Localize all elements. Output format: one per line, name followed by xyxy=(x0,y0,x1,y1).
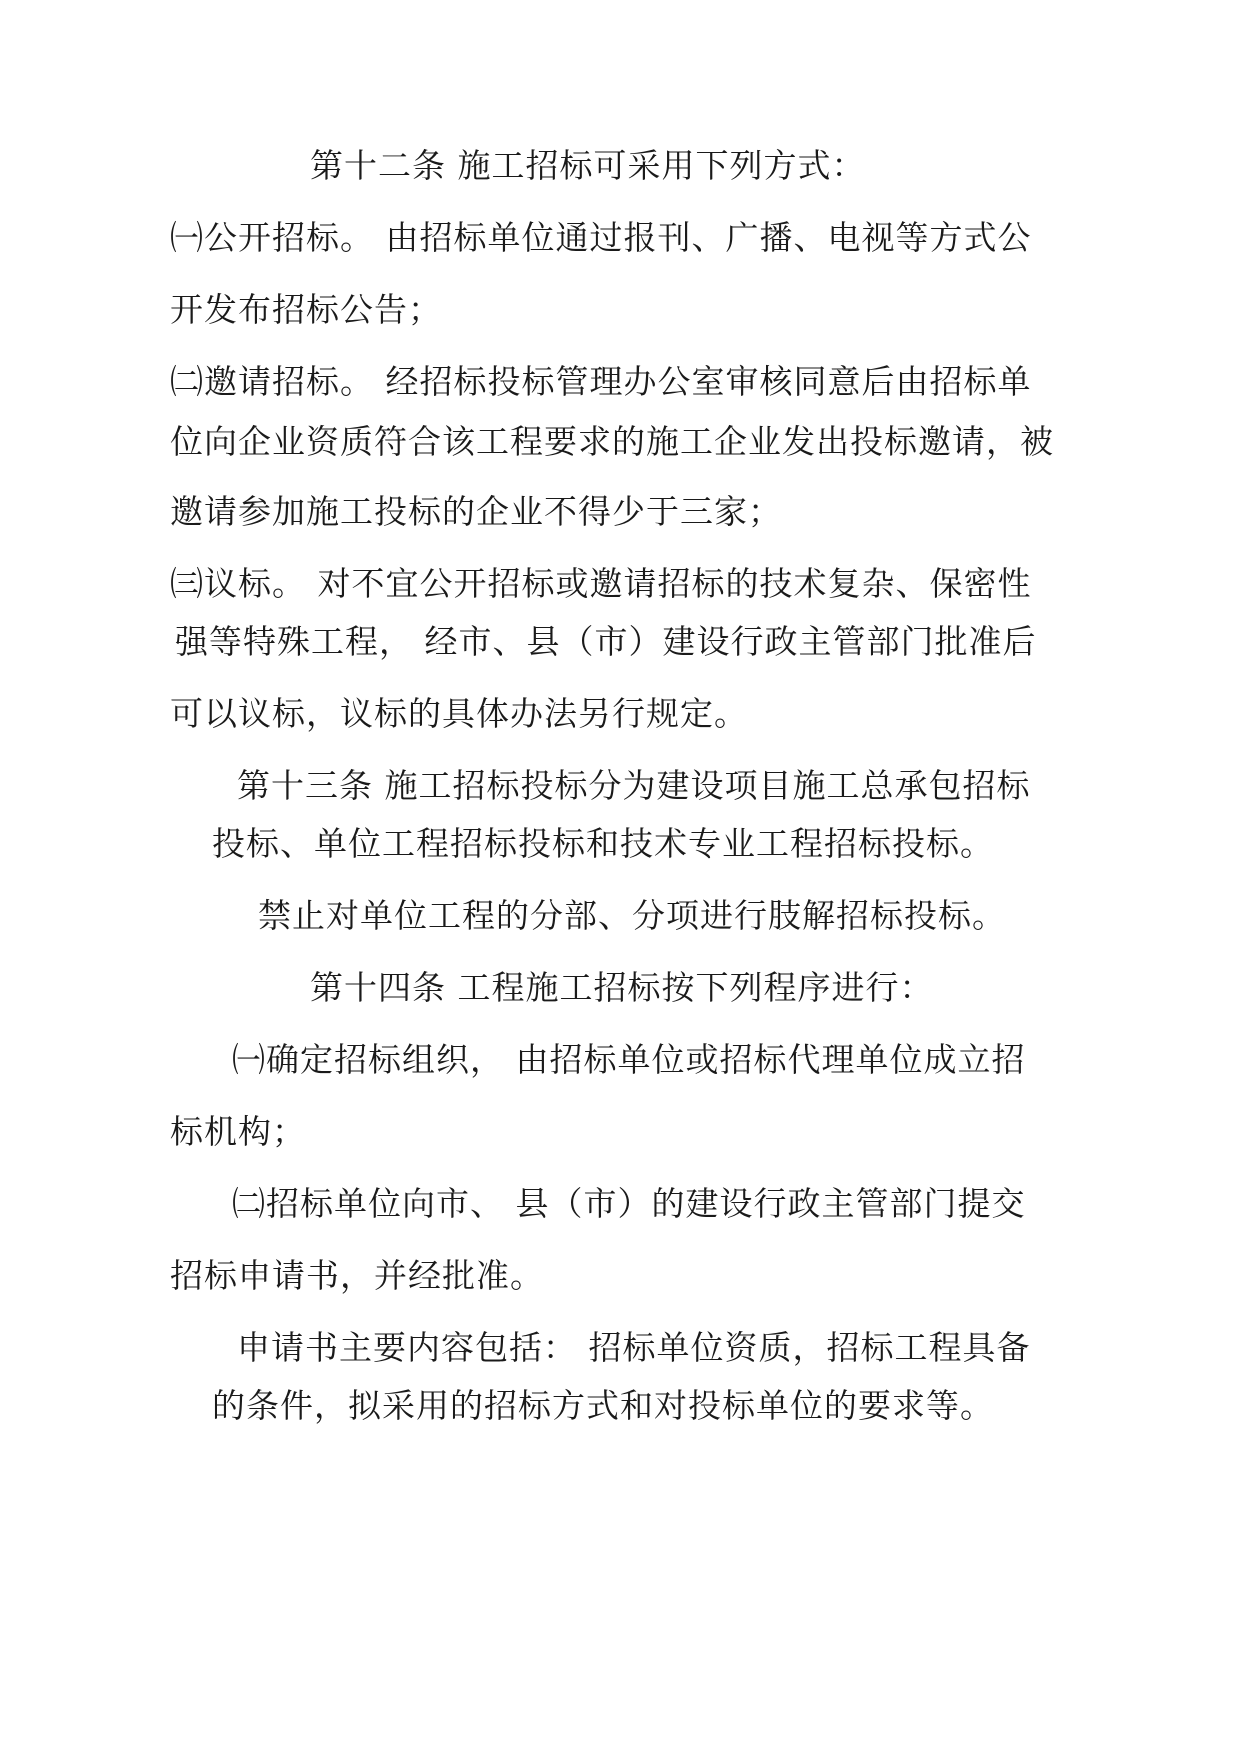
paragraph-line: ㈡招标单位向市、 县（市）的建设行政主管部门提交 xyxy=(232,1184,1026,1223)
paragraph-line: 标机构； xyxy=(170,1112,306,1151)
paragraph-line: 强等特殊工程， 经市、县（市）建设行政主管部门批准后 xyxy=(175,622,1037,661)
paragraph-line: 位向企业资质符合该工程要求的施工企业发出投标邀请，被 xyxy=(170,422,1054,461)
paragraph-line: 禁止对单位工程的分部、分项进行肢解招标投标。 xyxy=(258,896,1006,935)
paragraph-line: 开发布招标公告； xyxy=(170,290,442,329)
paragraph-line: 招标申请书，并经批准。 xyxy=(170,1256,544,1295)
paragraph-line: ㈠公开招标。 由招标单位通过报刊、广播、电视等方式公 xyxy=(170,218,1032,257)
paragraph-line: ㈠确定招标组织， 由招标单位或招标代理单位成立招 xyxy=(232,1040,1026,1079)
paragraph-line: ㈢议标。 对不宜公开招标或邀请招标的技术复杂、保密性 xyxy=(170,564,1032,603)
article-12-heading: 第十二条 施工招标可采用下列方式： xyxy=(310,146,866,185)
paragraph-line: 可以议标，议标的具体办法另行规定。 xyxy=(170,694,748,733)
article-14-heading: 第十四条 工程施工招标按下列程序进行： xyxy=(310,968,934,1007)
article-13-heading: 第十三条 施工招标投标分为建设项目施工总承包招标 xyxy=(237,766,1031,805)
paragraph-line: ㈡邀请招标。 经招标投标管理办公室审核同意后由招标单 xyxy=(170,362,1032,401)
paragraph-line: 申请书主要内容包括： 招标单位资质，招标工程具备 xyxy=(237,1328,1031,1367)
paragraph-line: 邀请参加施工投标的企业不得少于三家； xyxy=(170,492,782,531)
paragraph-line: 投标、单位工程招标投标和技术专业工程招标投标。 xyxy=(212,824,994,863)
paragraph-line: 的条件，拟采用的招标方式和对投标单位的要求等。 xyxy=(212,1386,994,1425)
